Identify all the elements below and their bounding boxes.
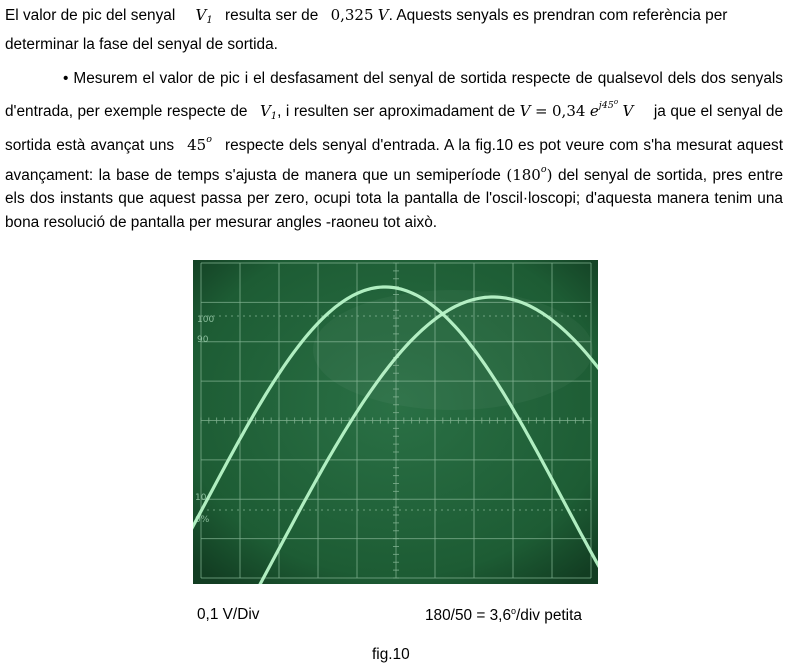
graticule-label: 10 bbox=[195, 493, 207, 503]
graticule-label: 90 bbox=[197, 335, 209, 345]
p1-text-b: resulta ser de bbox=[225, 7, 319, 24]
oscilloscope-screen bbox=[193, 260, 598, 584]
time-per-div-caption: $180/50 = 3,6^o$/div petita bbox=[425, 606, 582, 624]
v1-symbol: $V_1$ bbox=[195, 6, 213, 26]
p1-text-a: El valor de pic del senyal bbox=[5, 7, 176, 24]
p2-text-c: ja que el senyal de sortida està avançat uns bbox=[5, 102, 784, 154]
screen-glare bbox=[313, 290, 593, 410]
peak-value: 0,325 bbox=[330, 6, 374, 24]
measurement-paragraph: • Mesurem el valor de pic i el desfasament del senyal de sortida respecte de qualsevol dels dos senyals d'entrada, per exemple respecte de $V_1$, i resulten ser aproximadament de V = 0,34 $e^{j45^o}$ V ja que el senyal de sortida està avançat uns 45$^o$ respecte dels senyal d'entrada. A la fig.10 es pot veure com s'ha mesurat aquest avançament: la base de temps s'ajusta de manera que un semiperíode (180$^o$) del senyal de sortida, pres entre els dos instants que aquest passa per zero, ocupi tota la pantalla de l'oscil·loscopi; d'aquesta manera tenim una bona resolució de pantalla per mesurar angles -raoneu tot això. bbox=[5, 70, 784, 231]
semiperiod: (180$^o$) bbox=[506, 163, 553, 184]
phase-angle: 45$^o$ bbox=[187, 134, 212, 154]
v1-symbol-2: $V_1$ bbox=[259, 101, 278, 122]
p2-text-e: del senyal de sortida, pres entre els dos instants que aquest passa per zero, ocupi tota la pantalla de l'oscil·loscopi; d'aquesta manera tenim una bona resolució de pantalla per mesurar angles -raoneu tot això. bbox=[5, 166, 784, 231]
p2-text-d: respecte dels senyal d'entrada. A la fig.10 es pot veure com s'ha mesurat aquest avançament: la base de temps s'ajusta de manera que un semiperíode bbox=[5, 137, 783, 184]
oscilloscope-photo bbox=[193, 260, 598, 584]
graticule-label: 100 bbox=[197, 315, 215, 325]
peak-unit: V bbox=[377, 6, 389, 24]
volts-per-div-caption: 0,1 V/Div bbox=[197, 606, 260, 623]
p2-text-b: i resulten ser aproximadament de bbox=[285, 102, 516, 120]
graticule-label: 0% bbox=[195, 515, 210, 525]
figure-caption: fig.10 bbox=[372, 646, 410, 663]
p1-text-c: . Aquests senyals es prendran com referència per determinar la fase del senyal de sortida. bbox=[5, 7, 728, 53]
bullet-icon: • bbox=[63, 70, 69, 87]
phasor-equation: V = 0,34 $e^{j45^o}$ V bbox=[519, 97, 634, 120]
p2-text-a: Mesurem el valor de pic i el desfasament del senyal de sortida respecte de qualsevol dels dos senyals d'entrada, per exemple respecte de bbox=[5, 70, 784, 120]
intro-paragraph bbox=[5, 4, 783, 56]
